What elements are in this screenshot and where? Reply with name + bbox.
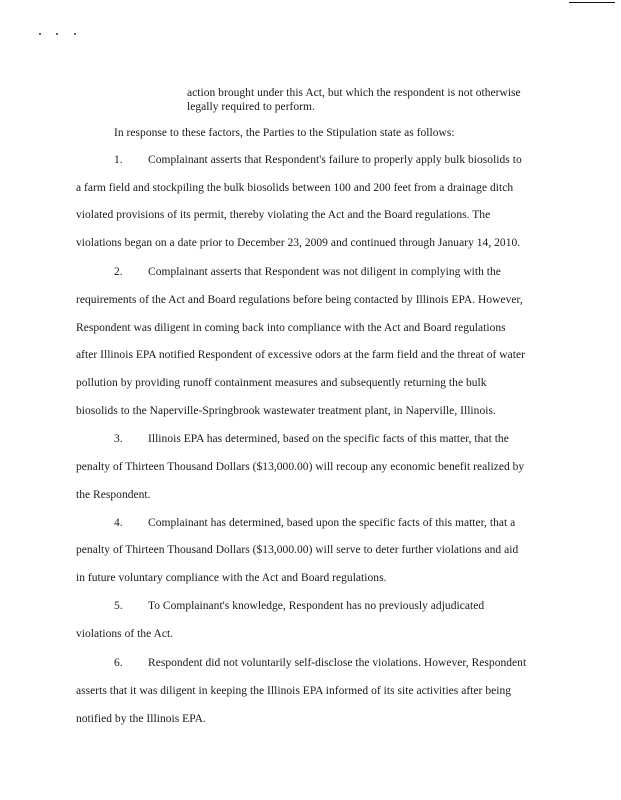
quote-line: legally required to perform.	[187, 101, 315, 113]
paragraph-line: requirements of the Act and Board regulations before being contacted by Illinois EPA. However,	[76, 294, 523, 306]
paragraph-line: penalty of Thirteen Thousand Dollars ($13,000.00) will recoup any economic benefit realized by	[76, 461, 525, 473]
intro-text: In response to these factors, the Parties to the Stipulation state as follows:	[114, 127, 455, 139]
paragraph-line: Complainant asserts that Respondent's failure to properly apply bulk biosolids to	[148, 154, 522, 166]
paragraph-number: 6.	[114, 657, 123, 669]
paragraph-line: Complainant has determined, based upon the specific facts of this matter, that a	[148, 517, 516, 529]
paragraph-number: 5.	[114, 600, 123, 612]
paragraph-line: Respondent did not voluntarily self-disclose the violations. However, Respondent	[148, 657, 527, 669]
paragraph-number: 4.	[114, 517, 123, 529]
paragraph-line: after Illinois EPA notified Respondent of excessive odors at the farm field and the threat of water	[76, 349, 525, 361]
quote-line: action brought under this Act, but which the respondent is not otherwise	[187, 87, 521, 99]
paragraph-line: a farm field and stockpiling the bulk biosolids between 100 and 200 feet from a drainage ditch	[76, 182, 514, 194]
scan-speck	[56, 33, 58, 35]
paragraph-line: violations began on a date prior to December 23, 2009 and continued through January 14, 2010.	[76, 237, 521, 249]
paragraph-line: Complainant asserts that Respondent was not diligent in complying with the	[148, 266, 501, 278]
paragraph-line: violations of the Act.	[76, 628, 174, 640]
scan-speck	[39, 33, 41, 35]
paragraph-number: 3.	[114, 433, 123, 445]
paragraph-line: in future voluntary compliance with the Act and Board regulations.	[76, 572, 387, 584]
paragraph-line: Illinois EPA has determined, based on the specific facts of this matter, that the	[148, 433, 509, 445]
paragraph-line: penalty of Thirteen Thousand Dollars ($13,000.00) will serve to deter further violations and aid	[76, 544, 519, 556]
paragraph-line: Respondent was diligent in coming back into compliance with the Act and Board regulations	[76, 322, 506, 334]
paragraph-line: notified by the Illinois EPA.	[76, 713, 206, 725]
scan-speck	[74, 33, 76, 35]
paragraph-number: 2.	[114, 266, 123, 278]
paragraph-line: pollution by providing runoff containment measures and subsequently returning the bulk	[76, 377, 487, 389]
paragraph-number: 1.	[114, 154, 123, 166]
paragraph-line: biosolids to the Naperville-Springbrook wastewater treatment plant, in Naperville, Illinois.	[76, 405, 496, 417]
paragraph-line: the Respondent.	[76, 489, 151, 501]
paragraph-line: asserts that it was diligent in keeping the Illinois EPA informed of its site activities after being	[76, 685, 512, 697]
paragraph-line: violated provisions of its permit, thereby violating the Act and the Board regulations. The	[76, 209, 491, 221]
header-rule	[569, 2, 615, 3]
paragraph-line: To Complainant's knowledge, Respondent has no previously adjudicated	[148, 600, 485, 612]
